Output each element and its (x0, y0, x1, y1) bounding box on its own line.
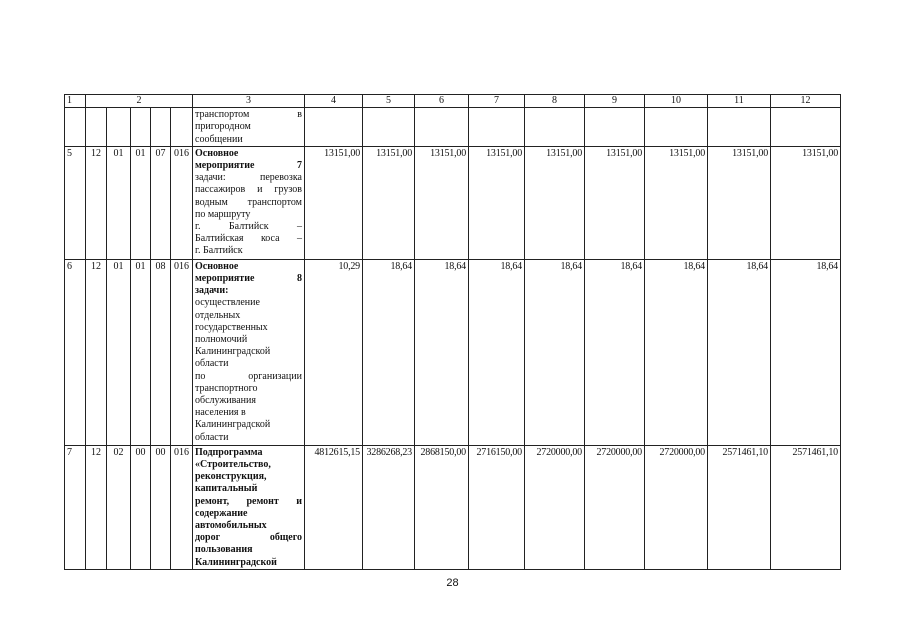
code-cell: 01 (131, 259, 151, 445)
value-cell: 18,64 (525, 259, 585, 445)
value-cell: 13151,00 (771, 146, 841, 259)
empty-cell (771, 108, 841, 147)
code-cell: 01 (107, 146, 131, 259)
empty-cell (107, 108, 131, 147)
value-cell: 13151,00 (645, 146, 708, 259)
name-line: Балтийская коса – (195, 233, 302, 245)
value-cell: 2720000,00 (645, 445, 708, 569)
value-cell: 13151,00 (469, 146, 525, 259)
value-cell: 13151,00 (585, 146, 645, 259)
name-line: Калининградской (195, 346, 271, 358)
name-line: мероприятие 7 (195, 160, 302, 172)
value-cell: 18,64 (363, 259, 415, 445)
name-line: пользования (195, 544, 253, 556)
empty-cell (645, 108, 708, 147)
code-cell: 00 (131, 445, 151, 569)
value-cell: 18,64 (585, 259, 645, 445)
value-cell: 2571461,10 (771, 445, 841, 569)
name-line: водным транспортом (195, 196, 302, 208)
name-line: транспортом в (195, 109, 302, 121)
name-line: пассажиров и грузов (195, 184, 302, 196)
empty-cell (525, 108, 585, 147)
empty-cell (415, 108, 469, 147)
empty-cell (585, 108, 645, 147)
code-cell: 00 (151, 445, 171, 569)
name-cell (193, 445, 305, 569)
code-cell: 12 (86, 445, 107, 569)
name-line: пригородном (195, 121, 251, 133)
table-row (65, 146, 841, 259)
value-cell: 4812615,15 (305, 445, 363, 569)
name-line: населения в (195, 407, 246, 419)
empty-cell (469, 108, 525, 147)
empty-cell (305, 108, 363, 147)
name-line: Основное (195, 147, 239, 159)
code-cell: 02 (107, 445, 131, 569)
header-cell: 3 (193, 95, 305, 108)
header-cell: 5 (363, 95, 415, 108)
row-number-cell: 7 (65, 445, 86, 569)
row-number-cell: 6 (65, 259, 86, 445)
value-cell: 2720000,00 (585, 445, 645, 569)
name-line: г. Балтийск (195, 245, 243, 257)
name-line: Подпрограмма (195, 446, 263, 458)
header-cell: 11 (708, 95, 771, 108)
header-cell: 7 (469, 95, 525, 108)
budget-table (64, 94, 841, 570)
name-line: капитальный (195, 483, 258, 495)
value-cell: 18,64 (708, 259, 771, 445)
name-line: области (195, 431, 229, 443)
value-cell: 10,29 (305, 259, 363, 445)
name-line: сообщении (195, 133, 243, 145)
name-line: ремонт, ремонт и (195, 495, 302, 507)
code-cell: 01 (107, 259, 131, 445)
code-cell: 016 (171, 146, 193, 259)
name-line: обслуживания (195, 395, 256, 407)
name-line: содержание (195, 507, 248, 519)
name-cell (193, 108, 305, 147)
name-line: транспортного (195, 382, 258, 394)
value-cell: 18,64 (415, 259, 469, 445)
code-cell: 016 (171, 259, 193, 445)
empty-cell (363, 108, 415, 147)
name-line: Калининградской (195, 419, 271, 431)
name-line: полномочий (195, 334, 248, 346)
header-cell: 6 (415, 95, 469, 108)
name-line: государственных (195, 321, 268, 333)
name-line: по организации (195, 370, 302, 382)
page-number: 28 (446, 577, 459, 589)
name-line: автомобильных (195, 520, 267, 532)
value-cell: 13151,00 (525, 146, 585, 259)
name-cell (193, 146, 305, 259)
code-cell: 016 (171, 445, 193, 569)
value-cell: 13151,00 (708, 146, 771, 259)
value-cell: 18,64 (645, 259, 708, 445)
name-line: области (195, 358, 229, 370)
value-cell: 3286268,23 (363, 445, 415, 569)
empty-cell (86, 108, 107, 147)
header-cell: 12 (771, 95, 841, 108)
row-number-cell: 5 (65, 146, 86, 259)
code-cell: 12 (86, 259, 107, 445)
name-line: г. Балтийск – (195, 221, 302, 233)
value-cell: 13151,00 (363, 146, 415, 259)
value-cell: 2868150,00 (415, 445, 469, 569)
empty-cell (65, 108, 86, 147)
name-line: дорог общего (195, 532, 302, 544)
header-cell: 8 (525, 95, 585, 108)
table-row (65, 445, 841, 569)
header-cell: 1 (65, 95, 86, 108)
header-cell: 9 (585, 95, 645, 108)
name-line: «Строительство, (195, 459, 271, 471)
header-cell: 10 (645, 95, 708, 108)
value-cell: 18,64 (469, 259, 525, 445)
empty-cell (708, 108, 771, 147)
header-row (65, 95, 841, 108)
name-line: мероприятие 8 (195, 273, 302, 285)
value-cell: 2571461,10 (708, 445, 771, 569)
table-row (65, 259, 841, 445)
name-line: задачи: перевозка (195, 172, 302, 184)
name-line: Калининградской (195, 556, 277, 568)
empty-cell (171, 108, 193, 147)
name-line: задачи: (195, 285, 229, 297)
code-cell: 08 (151, 259, 171, 445)
empty-cell (131, 108, 151, 147)
name-cell (193, 259, 305, 445)
code-cell: 01 (131, 146, 151, 259)
name-line: отдельных (195, 309, 241, 321)
code-cell: 12 (86, 146, 107, 259)
table-row-continuation (65, 108, 841, 147)
value-cell: 2716150,00 (469, 445, 525, 569)
name-line: по маршруту (195, 208, 251, 220)
header-cell: 2 (86, 95, 193, 108)
value-cell: 13151,00 (305, 146, 363, 259)
name-line: реконструкция, (195, 471, 267, 483)
header-cell: 4 (305, 95, 363, 108)
value-cell: 18,64 (771, 259, 841, 445)
empty-cell (151, 108, 171, 147)
name-line: Основное (195, 260, 239, 272)
value-cell: 2720000,00 (525, 445, 585, 569)
name-line: осуществление (195, 297, 260, 309)
value-cell: 13151,00 (415, 146, 469, 259)
code-cell: 07 (151, 146, 171, 259)
